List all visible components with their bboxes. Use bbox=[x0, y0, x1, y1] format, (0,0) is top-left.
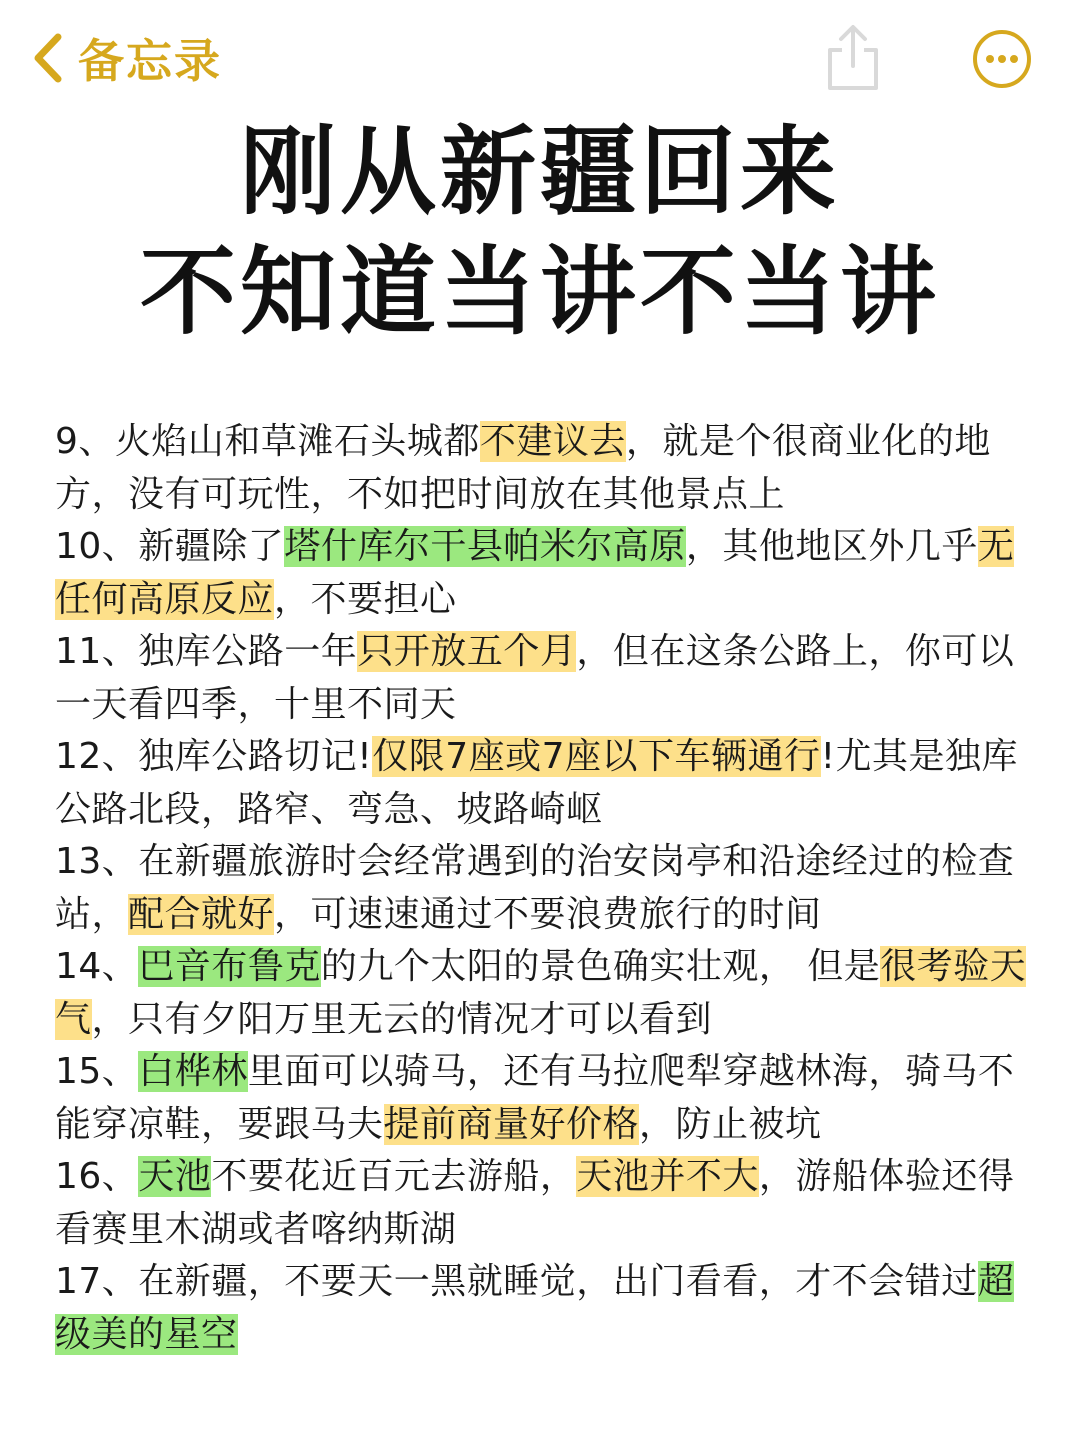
highlight-green: 白桦林 bbox=[138, 1051, 248, 1092]
highlight-green: 超级美的星空 bbox=[55, 1261, 1015, 1355]
item-text: 11、独库公路一年 bbox=[55, 631, 358, 672]
item-text: ，但在这条公路上，你可以一天看四季，十里不同天 bbox=[55, 631, 1015, 725]
list-item bbox=[55, 731, 1030, 836]
item-text: ，不要担心 bbox=[274, 578, 457, 620]
item-text: 14、 bbox=[55, 946, 139, 987]
chevron-left-icon bbox=[30, 31, 64, 85]
item-text: ，防止被坑 bbox=[639, 1103, 822, 1145]
back-button[interactable] bbox=[30, 28, 222, 88]
back-label: 备忘录 bbox=[78, 34, 222, 88]
highlight-green: 巴音布鲁克 bbox=[138, 946, 321, 987]
list-item bbox=[55, 416, 1030, 521]
highlight-yellow: 天池并不大 bbox=[576, 1156, 759, 1197]
list-item bbox=[55, 941, 1030, 1046]
list-item bbox=[55, 521, 1030, 626]
title-line-2: 不知道当讲不当讲 bbox=[140, 236, 940, 348]
item-text: 的九个太阳的景色确实壮观， 但是 bbox=[320, 946, 881, 987]
item-text: ，可速速通过不要浪费旅行的时间 bbox=[274, 893, 822, 935]
highlight-yellow: 提前商量好价格 bbox=[383, 1103, 640, 1145]
highlight-yellow: 无任何高原反应 bbox=[55, 526, 1015, 620]
item-text: 13、在新疆旅游时会经常遇到的治安岗亭和沿途经过的检查站， bbox=[55, 841, 1015, 935]
item-text: 17、在新疆，不要天一黑就睡觉，出门看看，才不会错过 bbox=[55, 1261, 978, 1302]
item-text: 12、独库公路切记! bbox=[55, 736, 373, 777]
share-icon bbox=[822, 77, 884, 96]
list-item bbox=[55, 1046, 1030, 1151]
note-title bbox=[0, 112, 1080, 352]
highlight-yellow: 很考验天气 bbox=[55, 946, 1027, 1040]
highlight-yellow: 只开放五个月 bbox=[357, 631, 577, 672]
item-text: 里面可以骑马，还有马拉爬犁穿越林海，骑马不能穿凉鞋，要跟马夫 bbox=[55, 1051, 1015, 1145]
item-text: ，游船体验还得看赛里木湖或者喀纳斯湖 bbox=[55, 1156, 1015, 1250]
title-line-1: 刚从新疆回来 bbox=[240, 116, 840, 228]
item-text: 16、 bbox=[55, 1156, 139, 1197]
item-text: 15、 bbox=[55, 1051, 139, 1092]
highlight-yellow: 配合就好 bbox=[128, 893, 275, 935]
share-button[interactable] bbox=[822, 22, 884, 92]
item-text: ，就是个很商业化的地方，没有可玩性，不如把时间放在其他景点上 bbox=[55, 421, 991, 515]
item-text: ，其他地区外几乎 bbox=[685, 526, 978, 567]
list-item bbox=[55, 626, 1030, 731]
list-item bbox=[55, 1151, 1030, 1256]
note-body bbox=[55, 416, 1030, 1361]
item-text: ，只有夕阳万里无云的情况才可以看到 bbox=[91, 998, 713, 1040]
more-options-button[interactable] bbox=[971, 28, 1033, 90]
item-text: 不要花近百元去游船， bbox=[211, 1156, 577, 1197]
top-navigation-bar bbox=[0, 0, 1080, 110]
item-text: 10、新疆除了 bbox=[55, 526, 285, 567]
highlight-green: 塔什库尔干县帕米尔高原 bbox=[284, 526, 686, 567]
item-text: 9、火焰山和草滩石头城都 bbox=[55, 421, 480, 462]
item-text: !尤其是独库公路北段，路窄、弯急、坡路崎岖 bbox=[55, 736, 1018, 830]
list-item bbox=[55, 836, 1030, 941]
more-icon bbox=[971, 75, 1033, 94]
highlight-yellow: 仅限7座或7座以下车辆通行 bbox=[372, 736, 821, 777]
highlight-green: 天池 bbox=[138, 1156, 212, 1197]
list-item bbox=[55, 1256, 1030, 1361]
highlight-yellow: 不建议去 bbox=[479, 421, 626, 462]
